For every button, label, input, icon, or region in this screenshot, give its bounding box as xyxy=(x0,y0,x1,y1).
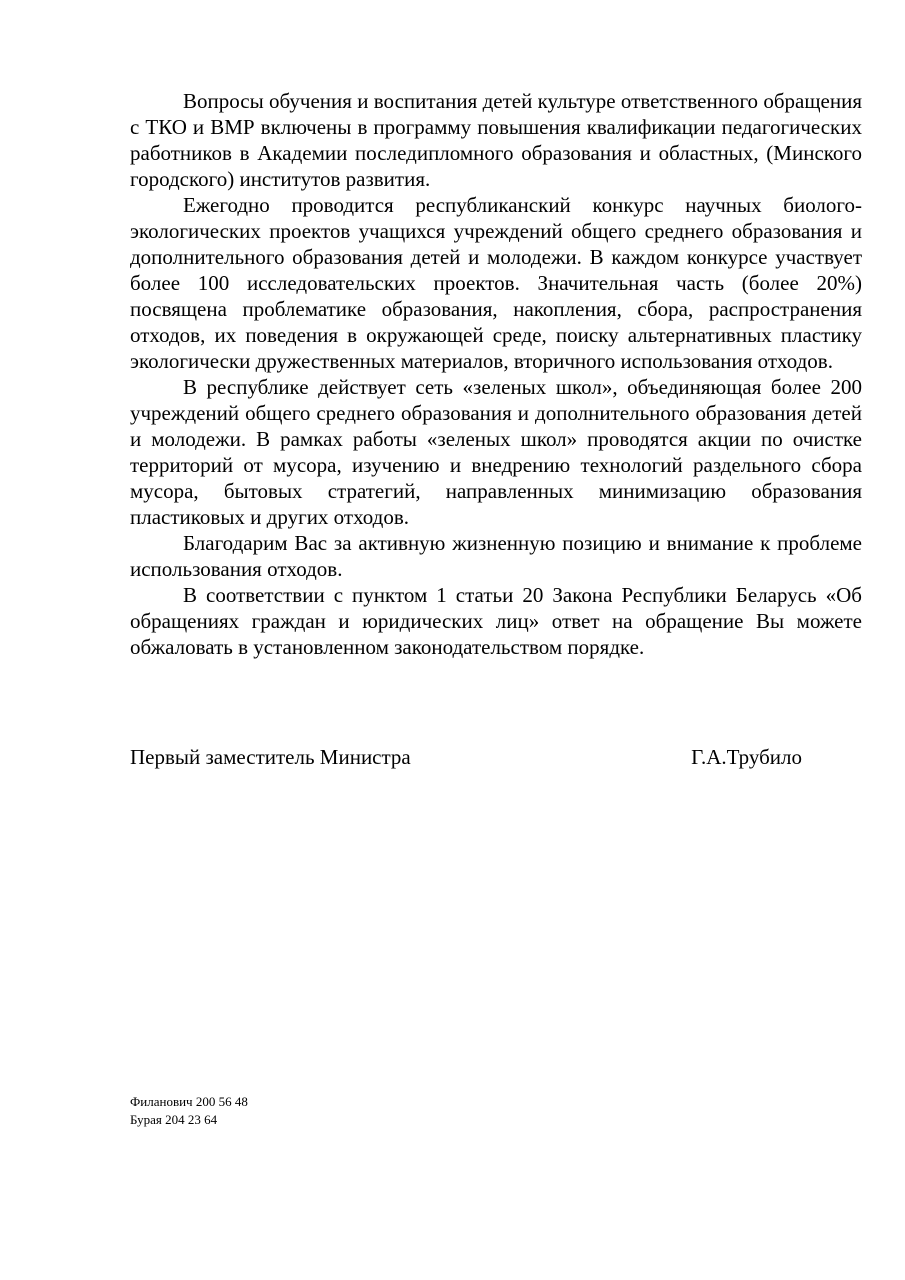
paragraph-education-training: Вопросы обучения и воспитания детей культуре ответственного обращения с ТКО и ВМР включены в программу повышения квалификации педагогических работников в Академии последипломного образования и областных, (Минского городского) институтов развития. xyxy=(130,89,862,191)
contact-line: Бурая 204 23 64 xyxy=(130,1112,218,1127)
contact-list xyxy=(130,1093,248,1129)
paragraph-contest: Ежегодно проводится республиканский конкурс научных биолого-экологических проектов учащихся учреждений общего среднего образования и дополнительного образования детей и молодежи. В каждом конкурсе участвует более 100 исследовательских проектов. Значительная часть (более 20%) посвящена проблематике образования, накопления, сбора, распространения отходов, их поведения в окружающей среде, поиску альтернативных пластику экологически дружественных материалов, вторичного использования отходов. xyxy=(130,193,862,373)
paragraph-appeal-notice: В соответствии с пунктом 1 статьи 20 Закона Республики Беларусь «Об обращениях граждан и юридических лиц» ответ на обращение Вы можете обжаловать в установленном законодательством порядке. xyxy=(130,583,862,659)
paragraph-thanks: Благодарим Вас за активную жизненную позицию и внимание к проблеме использования отходов. xyxy=(130,531,862,581)
letter-body xyxy=(130,88,862,660)
paragraph-green-schools: В республике действует сеть «зеленых школ», объединяющая более 200 учреждений общего среднего образования и дополнительного образования детей и молодежи. В рамках работы «зеленых школ» проводятся акции по очистке территорий от мусора, изучению и внедрению технологий раздельного сбора мусора, бытовых стратегий, направленных минимизацию образования пластиковых и других отходов. xyxy=(130,375,862,529)
contact-line: Филанович 200 56 48 xyxy=(130,1094,248,1109)
signature-block xyxy=(130,744,802,770)
signatory-name: Г.А.Трубило xyxy=(691,745,802,769)
signatory-position: Первый заместитель Министра xyxy=(130,745,411,769)
